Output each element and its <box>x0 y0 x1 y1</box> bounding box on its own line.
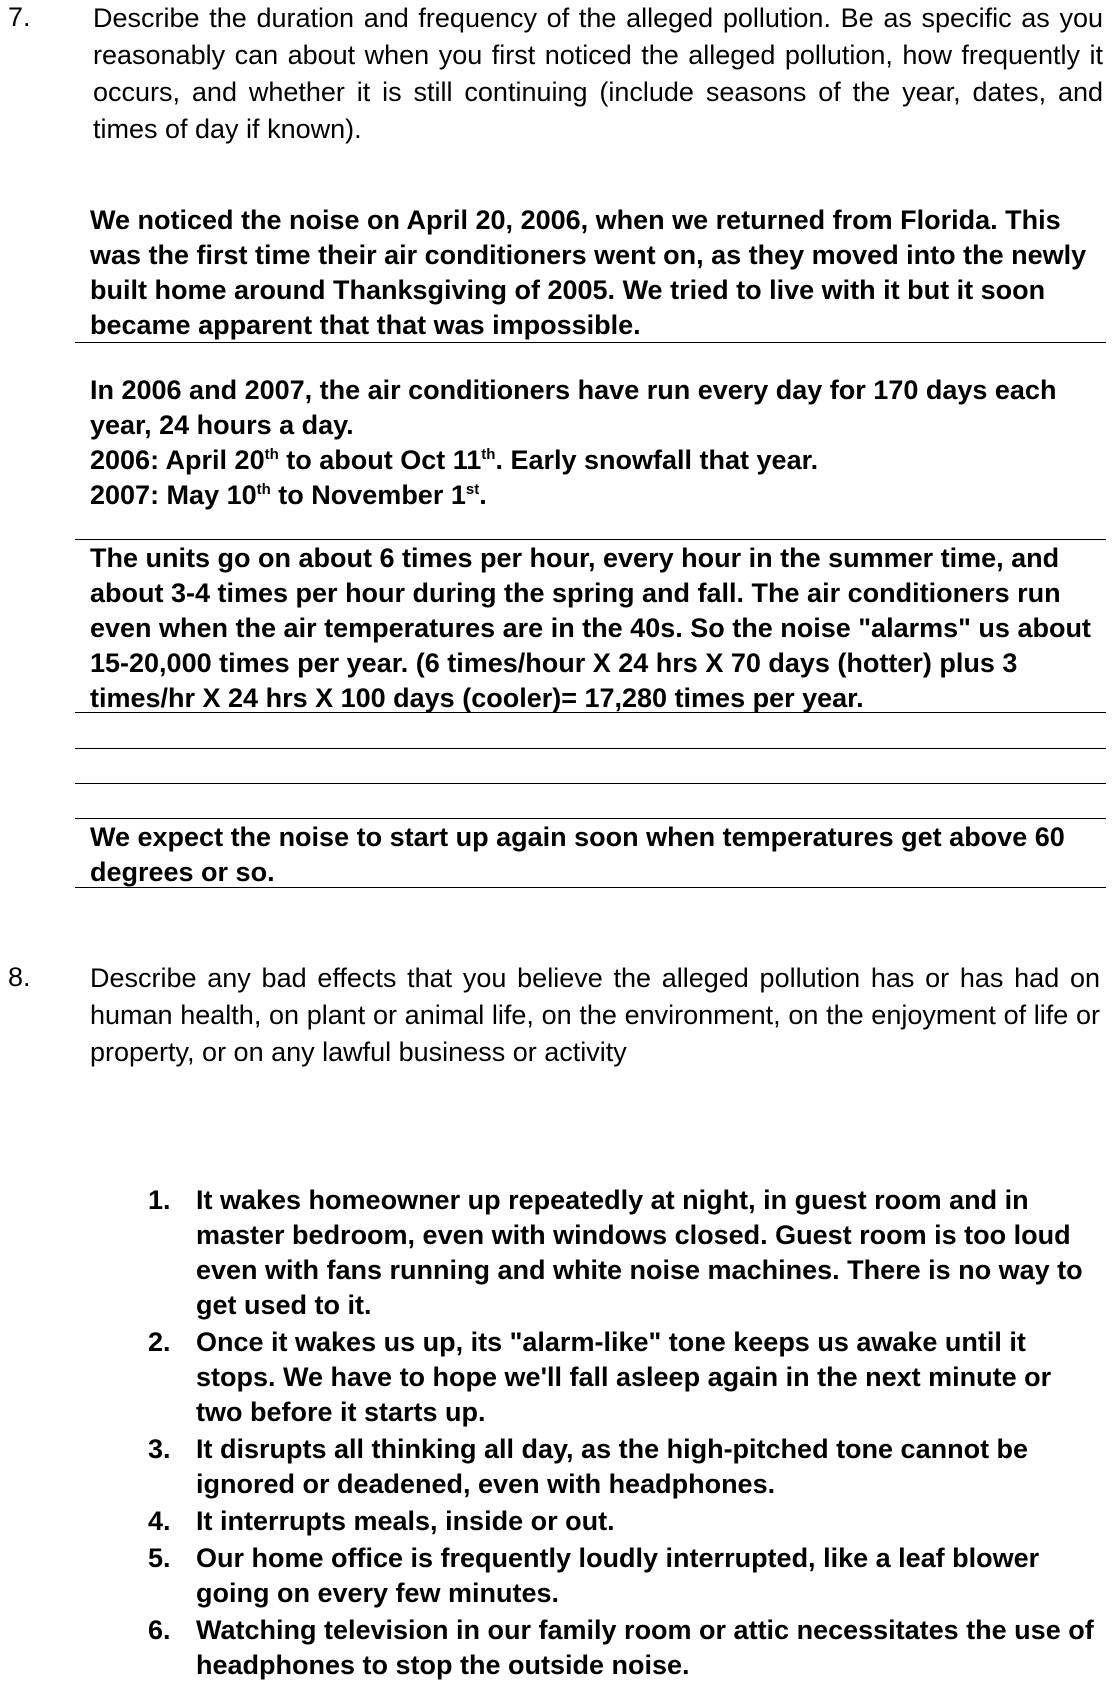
answer-line: degrees or so. <box>90 857 275 887</box>
answer-line: 15-20,000 times per year. (6 times/hour X 24 hrs X 70 days (hotter) plus 3 <box>90 648 1018 678</box>
list-item: 5. Our home office is frequently loudly interrupted, like a leaf blower going on every few minutes. <box>148 1543 1040 1608</box>
answer-7-paragraph-2 <box>90 373 1102 513</box>
answer-7-paragraph-3 <box>90 541 1102 716</box>
question-8-text: Describe any bad effects that you believe the alleged pollution has or has had on human health, on plant or animal life, on the environment, on the enjoyment of life or property, or on any lawful business or activity <box>90 963 1100 1067</box>
list-item: 3. It disrupts all thinking all day, as the high-pitched tone cannot be ignored or deadened, even with headphones. <box>148 1434 1029 1499</box>
answer-rule <box>75 748 1106 749</box>
answer-line: was the first time their air conditioners went on, as they moved into the newly <box>90 240 1087 270</box>
list-item: 4. It interrupts meals, inside or out. <box>148 1506 615 1536</box>
answer-rule <box>75 539 1106 540</box>
answer-line: about 3-4 times per hour during the spring and fall. The air conditioners run <box>90 578 1061 608</box>
answer-line: We noticed the noise on April 20, 2006, when we returned from Florida. This <box>90 205 1061 235</box>
answer-line: year, 24 hours a day. <box>90 410 354 440</box>
answer-line: became apparent that that was impossible. <box>90 310 641 340</box>
answer-rule <box>75 783 1106 784</box>
answer-line: built home around Thanksgiving of 2005. We tried to live with it but it soon <box>90 275 1046 305</box>
question-8-number: 8. <box>8 962 31 992</box>
answer-7-paragraph-1 <box>90 203 1102 343</box>
answer-line: The units go on about 6 times per hour, every hour in the summer time, and <box>90 543 1060 573</box>
answer-rule <box>75 712 1106 713</box>
answer-line: times/hr X 24 hrs X 100 days (cooler)= 17,280 times per year. <box>90 683 864 713</box>
list-item: 2. Once it wakes us up, its "alarm-like" tone keeps us awake until it stops. We have to hope we'll fall asleep again in the next minute or two before it starts up. <box>148 1327 1052 1427</box>
answer-rule <box>75 818 1106 819</box>
answer-line: In 2006 and 2007, the air conditioners have run every day for 170 days each <box>90 375 1057 405</box>
answer-line-2007: 2007: May 10th to November 1st. <box>90 480 487 510</box>
answer-line: even when the air temperatures are in the 40s. So the noise "alarms" us about <box>90 613 1091 643</box>
question-7-number: 7. <box>8 2 31 32</box>
question-7-text: Describe the duration and frequency of the alleged pollution. Be as specific as you reasonably can about when you first noticed the alleged pollution, how frequently it occurs, and whether it is still continuing (include seasons of the year, dates, and times of day if known). <box>93 3 1103 144</box>
list-item: 1. It wakes homeowner up repeatedly at night, in guest room and in master bedroom, even with windows closed. Guest room is too loud even with fans running and white noise machines. There is no way to get used to it. <box>148 1185 1083 1320</box>
answer-rule <box>75 342 1106 343</box>
answer-rule <box>75 887 1106 888</box>
answer-line-2006: 2006: April 20th to about Oct 11th. Early snowfall that year. <box>90 445 819 475</box>
answer-7-paragraph-4 <box>90 820 1102 890</box>
effects-list <box>140 1183 1100 1685</box>
answer-line: We expect the noise to start up again soon when temperatures get above 60 <box>90 822 1065 852</box>
list-item: 6. Watching television in our family room or attic necessitates the use of headphones to stop the outside noise. <box>148 1615 1094 1680</box>
